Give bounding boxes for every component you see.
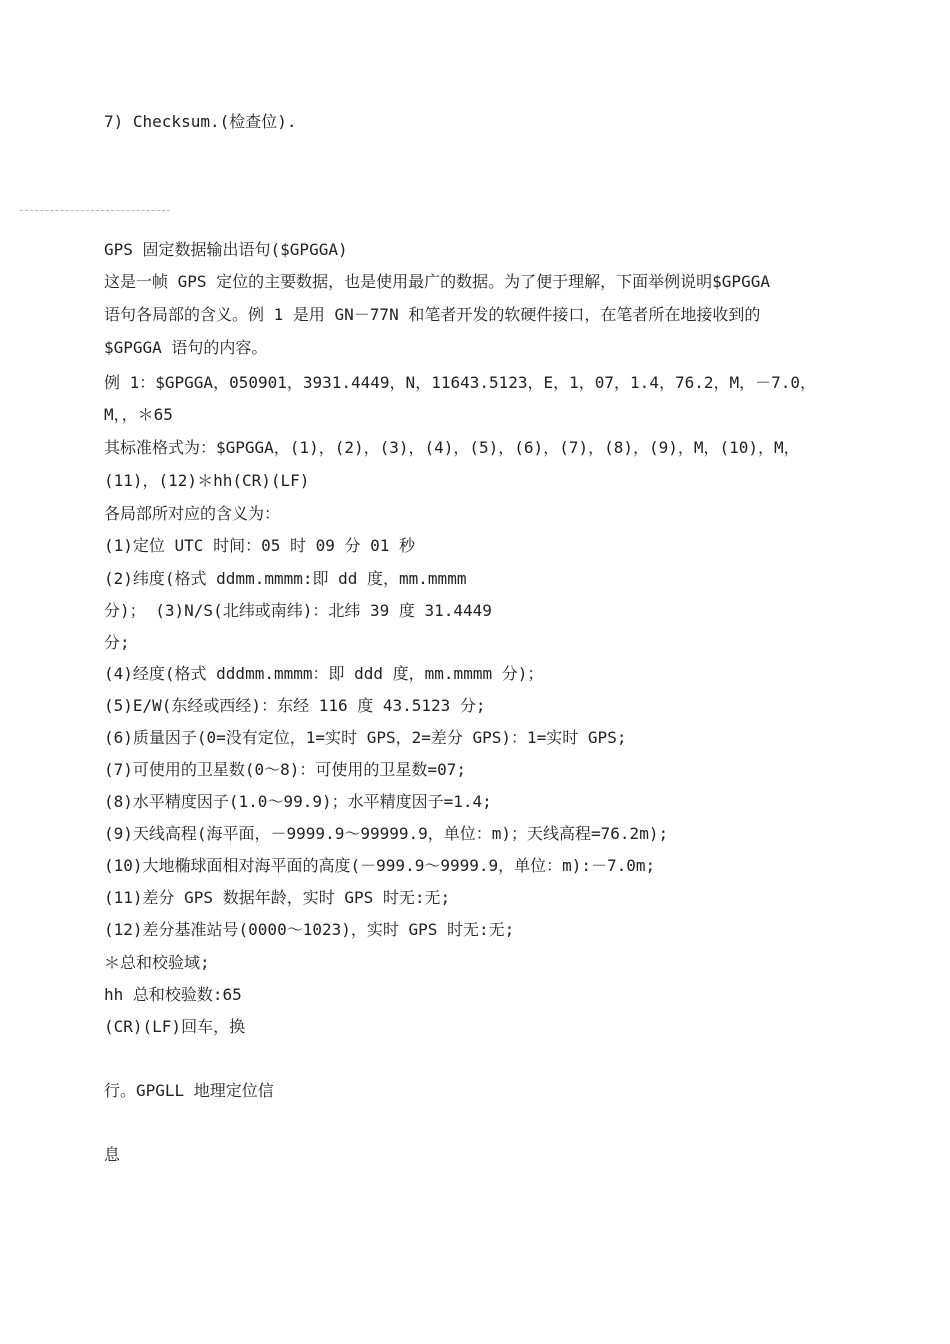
field-line: ＊总和校验域; xyxy=(104,953,210,972)
format-line-1: 其标准格式为：$GPGGA，(1)，(2)，(3)，(4)，(5)，(6)，(7)，(8)，(9)，M，(10)，M， xyxy=(104,438,800,457)
trailing-line-1: 行。GPGLL 地理定位信 xyxy=(104,1081,274,1100)
section-title: GPS 固定数据输出语句($GPGGA) xyxy=(104,240,348,259)
field-line: (12)差分基准站号(0000～1023)，实时 GPS 时无:无; xyxy=(104,920,515,939)
field-line: (1)定位 UTC 时间：05 时 09 分 01 秒 xyxy=(104,536,416,555)
field-line: (5)E/W(东经或西经)：东经 116 度 43.5123 分; xyxy=(104,696,486,715)
example-line-1: 例 1：$GPGGA，050901，3931.4449，N，11643.5123，E，1，07，1.4，76.2，M，－7.0， xyxy=(104,373,817,392)
checksum-line: 7) Checksum.(检查位). xyxy=(104,112,297,131)
example-line-2: M，，＊65 xyxy=(104,405,173,424)
field-line: hh 总和校验数:65 xyxy=(104,985,242,1004)
field-line: (11)差分 GPS 数据年龄，实时 GPS 时无:无; xyxy=(104,888,451,907)
field-line: (CR)(LF)回车，换 xyxy=(104,1017,246,1036)
section-divider xyxy=(20,210,170,211)
trailing-line-2: 息 xyxy=(104,1145,121,1164)
intro-line-3: $GPGGA 语句的内容。 xyxy=(104,338,268,357)
field-line: 分; xyxy=(104,633,130,652)
field-line: (7)可使用的卫星数(0～8)：可使用的卫星数=07; xyxy=(104,760,466,779)
meaning-heading: 各局部所对应的含义为： xyxy=(104,504,281,523)
field-line: (8)水平精度因子(1.0～99.9)；水平精度因子=1.4; xyxy=(104,792,492,811)
field-line: (10)大地椭球面相对海平面的高度(－999.9～9999.9，单位：m):－7.0m; xyxy=(104,856,656,875)
intro-line-2: 语句各局部的含义。例 1 是用 GN－77N 和笔者开发的软硬件接口，在笔者所在地接收到的 xyxy=(104,305,761,324)
field-line: 分)； (3)N/S(北纬或南纬)：北纬 39 度 31.4449 xyxy=(104,601,492,620)
field-line: (4)经度(格式 dddmm.mmmm：即 ddd 度，mm.mmmm 分)； xyxy=(104,664,544,683)
field-line: (9)天线高程(海平面，－9999.9～99999.9，单位：m)；天线高程=76.2m); xyxy=(104,824,669,843)
format-line-2: (11)，(12)＊hh(CR)(LF) xyxy=(104,471,310,490)
field-line: (6)质量因子(0=没有定位，1=实时 GPS，2=差分 GPS)：1=实时 GPS; xyxy=(104,728,627,747)
field-line: (2)纬度(格式 ddmm.mmmm:即 dd 度，mm.mmmm xyxy=(104,569,467,588)
intro-line-1: 这是一帧 GPS 定位的主要数据，也是使用最广的数据。为了便于理解，下面举例说明$GPGGA xyxy=(104,272,770,291)
